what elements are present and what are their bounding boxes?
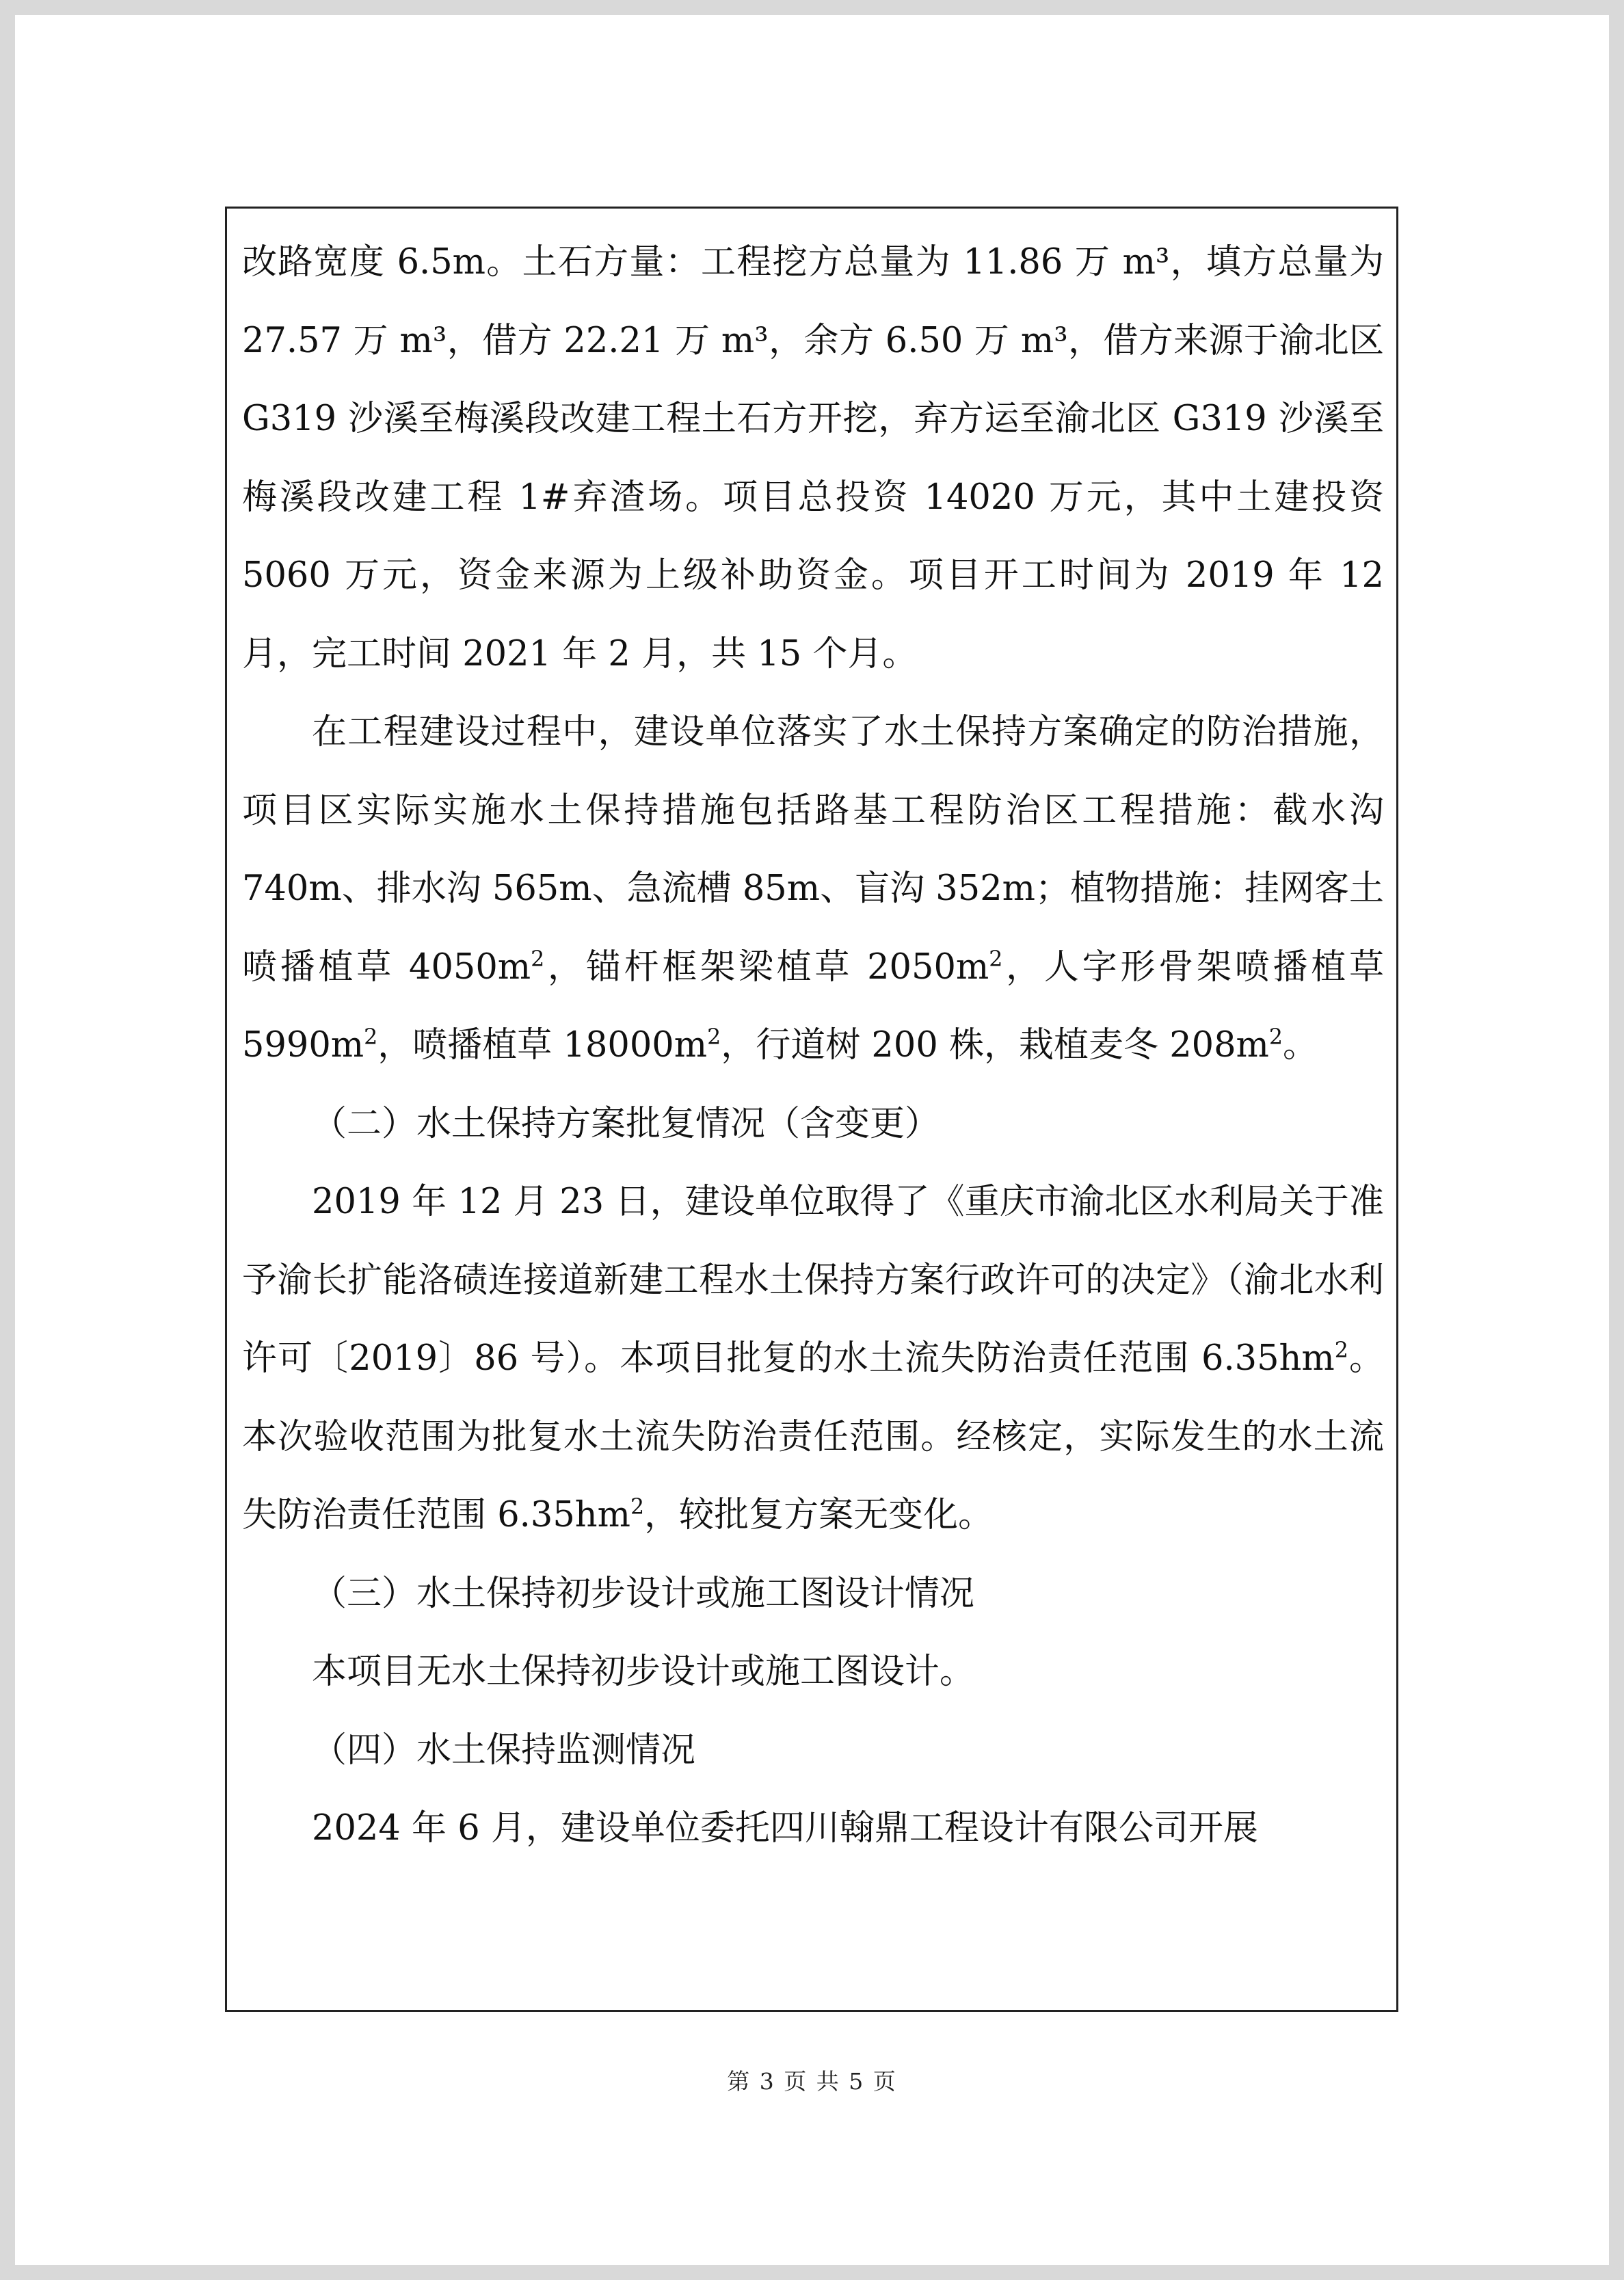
heading-plan-approval: （二）水土保持方案批复情况（含变更） bbox=[312, 1103, 940, 1144]
paragraph-plan-approval: 2019 年 12 月 23 日，建设单位取得了《重庆市渝北区水利局关于准予渝长扩能洛碛连接道新建工程水土保持方案行政许可的决定》（渝北水利许可〔2019〕86 号）。本项目批复的水土流失防治责任范围 $6.35hm^2$。本次验收范围为批复水土流失防治责任范围。经核定，实际发生的水土流失防治责任范围 $6.35hm^2$，较批复方案无变化。 bbox=[242, 1182, 1384, 1535]
paragraph-design: 本项目无水土保持初步设计或施工图设计。 bbox=[312, 1652, 975, 1692]
page-number-footer: 第 3 页 共 5 页 bbox=[727, 2068, 897, 2095]
heading-monitoring: （四）水土保持监测情况 bbox=[312, 1729, 696, 1771]
paragraph-project-overview: 改路宽度 6.5m。土石方量：工程挖方总量为 11.86 万 m³，填方总量为 27.57 万 m³，借方 22.21 万 m³，余方 6.50 万 m³，借方来源于渝北区 G319 沙溪至梅溪段改建工程土石方开挖，弃方运至渝北区 G319 沙溪至梅溪段改建工程 1#弃渣场。项目总投资 14020 万元，其中土建投资 5060 万元，资金来源为上级补助资金。项目开工时间为 2019 年 12 月，完工时间 2021 年 2 月，共 15 个月。 bbox=[242, 242, 1384, 674]
paragraph-monitoring: 2024 年 6 月，建设单位委托四川翰鼎工程设计有限公司开展 bbox=[312, 1808, 1258, 1848]
paragraph-measures: 在工程建设过程中，建设单位落实了水土保持方案确定的防治措施，项目区实际实施水土保持措施包括路基工程防治区工程措施：截水沟 740m、排水沟 565m、急流槽 85m、盲沟 352m；植物措施：挂网客土喷播植草 $4050m^2$，锚杆框架梁植草 $2050m^2$，人字形骨架喷播植草 $5990m^2$，喷播植草 $18000m^2$，行道树 200 株，栽植麦冬 $208m^2$。 bbox=[242, 712, 1385, 1065]
document-body bbox=[242, 224, 1384, 1868]
heading-design: （三）水土保持初步设计或施工图设计情况 bbox=[312, 1573, 975, 1614]
document-page bbox=[15, 15, 1609, 2265]
